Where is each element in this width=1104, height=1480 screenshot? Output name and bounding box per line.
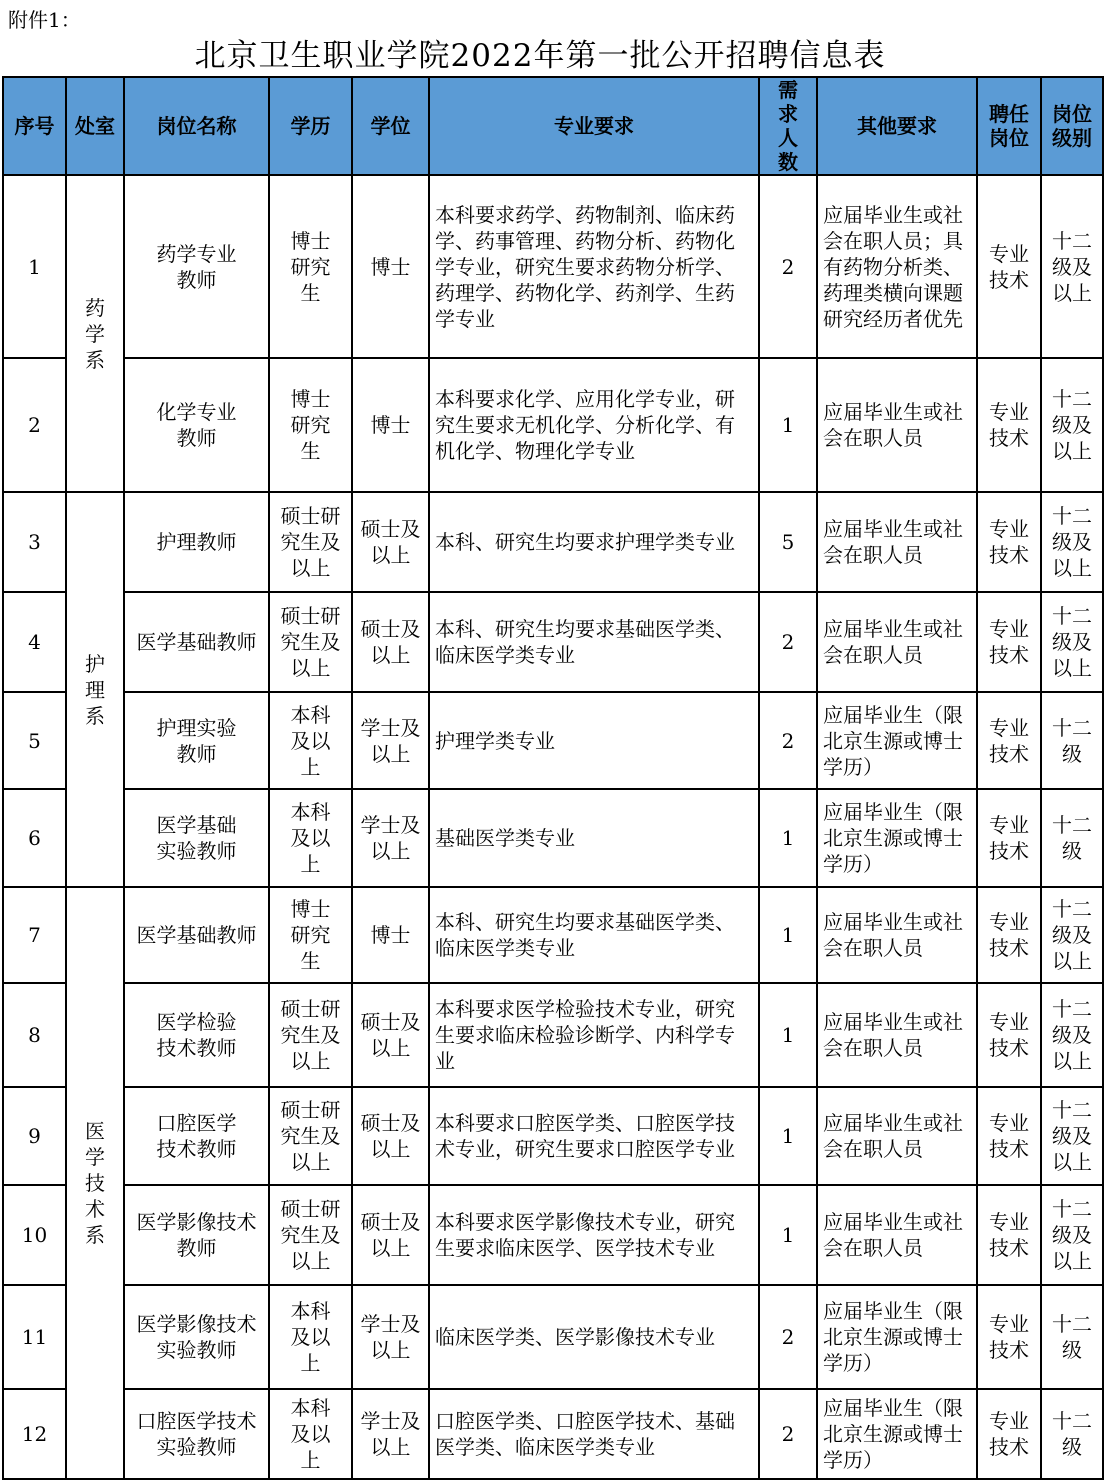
table-row [3, 492, 1103, 592]
cell-education: 硕士研究生及以上 [269, 1087, 352, 1185]
cell-post-type: 专业技术 [977, 492, 1041, 592]
cell-degree: 硕士及以上 [352, 1185, 429, 1285]
cell-count: 1 [759, 983, 817, 1087]
cell-post-name: 医学基础实验教师 [124, 789, 269, 887]
table-row [3, 358, 1103, 492]
cell-level: 十二级 [1041, 789, 1103, 887]
cell-seq: 5 [3, 692, 66, 789]
cell-education: 本科及以上 [269, 692, 352, 789]
header-other: 其他要求 [817, 77, 977, 175]
cell-degree: 学士及以上 [352, 1389, 429, 1479]
cell-education: 本科及以上 [269, 1285, 352, 1389]
cell-other: 应届毕业生（限北京生源或博士学历） [817, 789, 977, 887]
cell-seq: 1 [3, 175, 66, 358]
table-row [3, 983, 1103, 1087]
cell-major: 本科要求药学、药物制剂、临床药学、药事管理、药物分析、药物化学专业，研究生要求药物分析学、药理学、药物化学、药剂学、生药学专业 [429, 175, 759, 358]
cell-degree: 博士 [352, 175, 429, 358]
header-level: 岗位级别 [1041, 77, 1103, 175]
cell-other: 应届毕业生或社会在职人员 [817, 983, 977, 1087]
cell-post-type: 专业技术 [977, 1389, 1041, 1479]
cell-count: 2 [759, 175, 817, 358]
table-row [3, 1185, 1103, 1285]
cell-major: 基础医学类专业 [429, 789, 759, 887]
cell-level: 十二级 [1041, 1389, 1103, 1479]
cell-post-type: 专业技术 [977, 983, 1041, 1087]
table-row [3, 1285, 1103, 1389]
header-seq: 序号 [3, 77, 66, 175]
cell-post-name: 医学基础教师 [124, 887, 269, 983]
cell-other: 应届毕业生（限北京生源或博士学历） [817, 1285, 977, 1389]
cell-major: 本科要求医学影像技术专业，研究生要求临床医学、医学技术专业 [429, 1185, 759, 1285]
cell-post-name: 护理教师 [124, 492, 269, 592]
cell-count: 1 [759, 789, 817, 887]
table-row [3, 887, 1103, 983]
cell-count: 2 [759, 1389, 817, 1479]
cell-other: 应届毕业生或社会在职人员 [817, 592, 977, 692]
cell-education: 硕士研究生及以上 [269, 983, 352, 1087]
cell-count: 1 [759, 1185, 817, 1285]
cell-count: 2 [759, 592, 817, 692]
cell-degree: 博士 [352, 358, 429, 492]
cell-post-name: 护理实验教师 [124, 692, 269, 789]
cell-degree: 硕士及以上 [352, 983, 429, 1087]
cell-education: 硕士研究生及以上 [269, 1185, 352, 1285]
cell-post-type: 专业技术 [977, 175, 1041, 358]
cell-seq: 12 [3, 1389, 66, 1479]
cell-post-name: 化学专业教师 [124, 358, 269, 492]
cell-level: 十二级及以上 [1041, 1087, 1103, 1185]
cell-count: 1 [759, 358, 817, 492]
cell-other: 应届毕业生或社会在职人员 [817, 1087, 977, 1185]
cell-post-name: 医学影像技术教师 [124, 1185, 269, 1285]
cell-major: 护理学类专业 [429, 692, 759, 789]
header-post-type: 聘任岗位 [977, 77, 1041, 175]
table-row [3, 1087, 1103, 1185]
recruitment-table [2, 76, 1104, 1480]
table-row [3, 1389, 1103, 1479]
cell-level: 十二级及以上 [1041, 1185, 1103, 1285]
cell-major: 临床医学类、医学影像技术专业 [429, 1285, 759, 1389]
cell-seq: 10 [3, 1185, 66, 1285]
cell-post-name: 医学检验技术教师 [124, 983, 269, 1087]
header-row [3, 77, 1103, 175]
cell-dept-pharmacy: 药学系 [66, 175, 124, 492]
cell-degree: 硕士及以上 [352, 592, 429, 692]
cell-post-type: 专业技术 [977, 592, 1041, 692]
cell-level: 十二级 [1041, 692, 1103, 789]
cell-other: 应届毕业生或社会在职人员；具有药物分析类、药理类横向课题研究经历者优先 [817, 175, 977, 358]
cell-education: 硕士研究生及以上 [269, 592, 352, 692]
header-degree: 学位 [352, 77, 429, 175]
cell-dept-medtech: 医学技术系 [66, 887, 124, 1479]
cell-seq: 8 [3, 983, 66, 1087]
cell-education: 博士研究生 [269, 175, 352, 358]
cell-major: 本科、研究生均要求基础医学类、临床医学类专业 [429, 592, 759, 692]
table-row [3, 789, 1103, 887]
table-row [3, 592, 1103, 692]
cell-count: 1 [759, 887, 817, 983]
cell-post-name: 医学影像技术实验教师 [124, 1285, 269, 1389]
header-dept: 处室 [66, 77, 124, 175]
table-row [3, 692, 1103, 789]
header-education: 学历 [269, 77, 352, 175]
cell-post-type: 专业技术 [977, 887, 1041, 983]
cell-other: 应届毕业生或社会在职人员 [817, 492, 977, 592]
cell-level: 十二级及以上 [1041, 492, 1103, 592]
cell-seq: 6 [3, 789, 66, 887]
cell-count: 2 [759, 1285, 817, 1389]
cell-major: 本科要求化学、应用化学专业，研究生要求无机化学、分析化学、有机化学、物理化学专业 [429, 358, 759, 492]
cell-post-type: 专业技术 [977, 789, 1041, 887]
cell-level: 十二级及以上 [1041, 175, 1103, 358]
cell-degree: 博士 [352, 887, 429, 983]
cell-other: 应届毕业生或社会在职人员 [817, 358, 977, 492]
cell-post-type: 专业技术 [977, 1087, 1041, 1185]
cell-education: 本科及以上 [269, 1389, 352, 1479]
cell-major: 口腔医学类、口腔医学技术、基础医学类、临床医学类专业 [429, 1389, 759, 1479]
cell-level: 十二级及以上 [1041, 887, 1103, 983]
header-major: 专业要求 [429, 77, 759, 175]
cell-other: 应届毕业生或社会在职人员 [817, 887, 977, 983]
cell-post-type: 专业技术 [977, 358, 1041, 492]
cell-major: 本科、研究生均要求基础医学类、临床医学类专业 [429, 887, 759, 983]
cell-level: 十二级及以上 [1041, 983, 1103, 1087]
page-title: 北京卫生职业学院2022年第一批公开招聘信息表 [194, 38, 886, 74]
header-post-name: 岗位名称 [124, 77, 269, 175]
cell-post-name: 药学专业教师 [124, 175, 269, 358]
cell-major: 本科要求医学检验技术专业，研究生要求临床检验诊断学、内科学专业 [429, 983, 759, 1087]
cell-post-name: 口腔医学技术实验教师 [124, 1389, 269, 1479]
header-count: 需求人数 [759, 77, 817, 175]
cell-post-type: 专业技术 [977, 1285, 1041, 1389]
cell-count: 5 [759, 492, 817, 592]
cell-level: 十二级及以上 [1041, 358, 1103, 492]
cell-count: 1 [759, 1087, 817, 1185]
cell-other: 应届毕业生或社会在职人员 [817, 1185, 977, 1285]
table-row [3, 175, 1103, 358]
attachment-label: 附件1： [8, 8, 81, 32]
cell-level: 十二级 [1041, 1285, 1103, 1389]
cell-seq: 11 [3, 1285, 66, 1389]
cell-post-name: 医学基础教师 [124, 592, 269, 692]
cell-post-type: 专业技术 [977, 692, 1041, 789]
cell-seq: 4 [3, 592, 66, 692]
cell-seq: 9 [3, 1087, 66, 1185]
cell-post-type: 专业技术 [977, 1185, 1041, 1285]
cell-post-name: 口腔医学技术教师 [124, 1087, 269, 1185]
cell-dept-nursing: 护理系 [66, 492, 124, 887]
cell-other: 应届毕业生（限北京生源或博士学历） [817, 692, 977, 789]
cell-education: 博士研究生 [269, 358, 352, 492]
cell-seq: 2 [3, 358, 66, 492]
cell-degree: 学士及以上 [352, 1285, 429, 1389]
cell-education: 博士研究生 [269, 887, 352, 983]
cell-other: 应届毕业生（限北京生源或博士学历） [817, 1389, 977, 1479]
cell-seq: 7 [3, 887, 66, 983]
cell-major: 本科要求口腔医学类、口腔医学技术专业，研究生要求口腔医学专业 [429, 1087, 759, 1185]
cell-degree: 硕士及以上 [352, 1087, 429, 1185]
cell-level: 十二级及以上 [1041, 592, 1103, 692]
cell-degree: 硕士及以上 [352, 492, 429, 592]
cell-seq: 3 [3, 492, 66, 592]
cell-degree: 学士及以上 [352, 692, 429, 789]
cell-education: 硕士研究生及以上 [269, 492, 352, 592]
cell-degree: 学士及以上 [352, 789, 429, 887]
cell-major: 本科、研究生均要求护理学类专业 [429, 492, 759, 592]
cell-education: 本科及以上 [269, 789, 352, 887]
cell-count: 2 [759, 692, 817, 789]
